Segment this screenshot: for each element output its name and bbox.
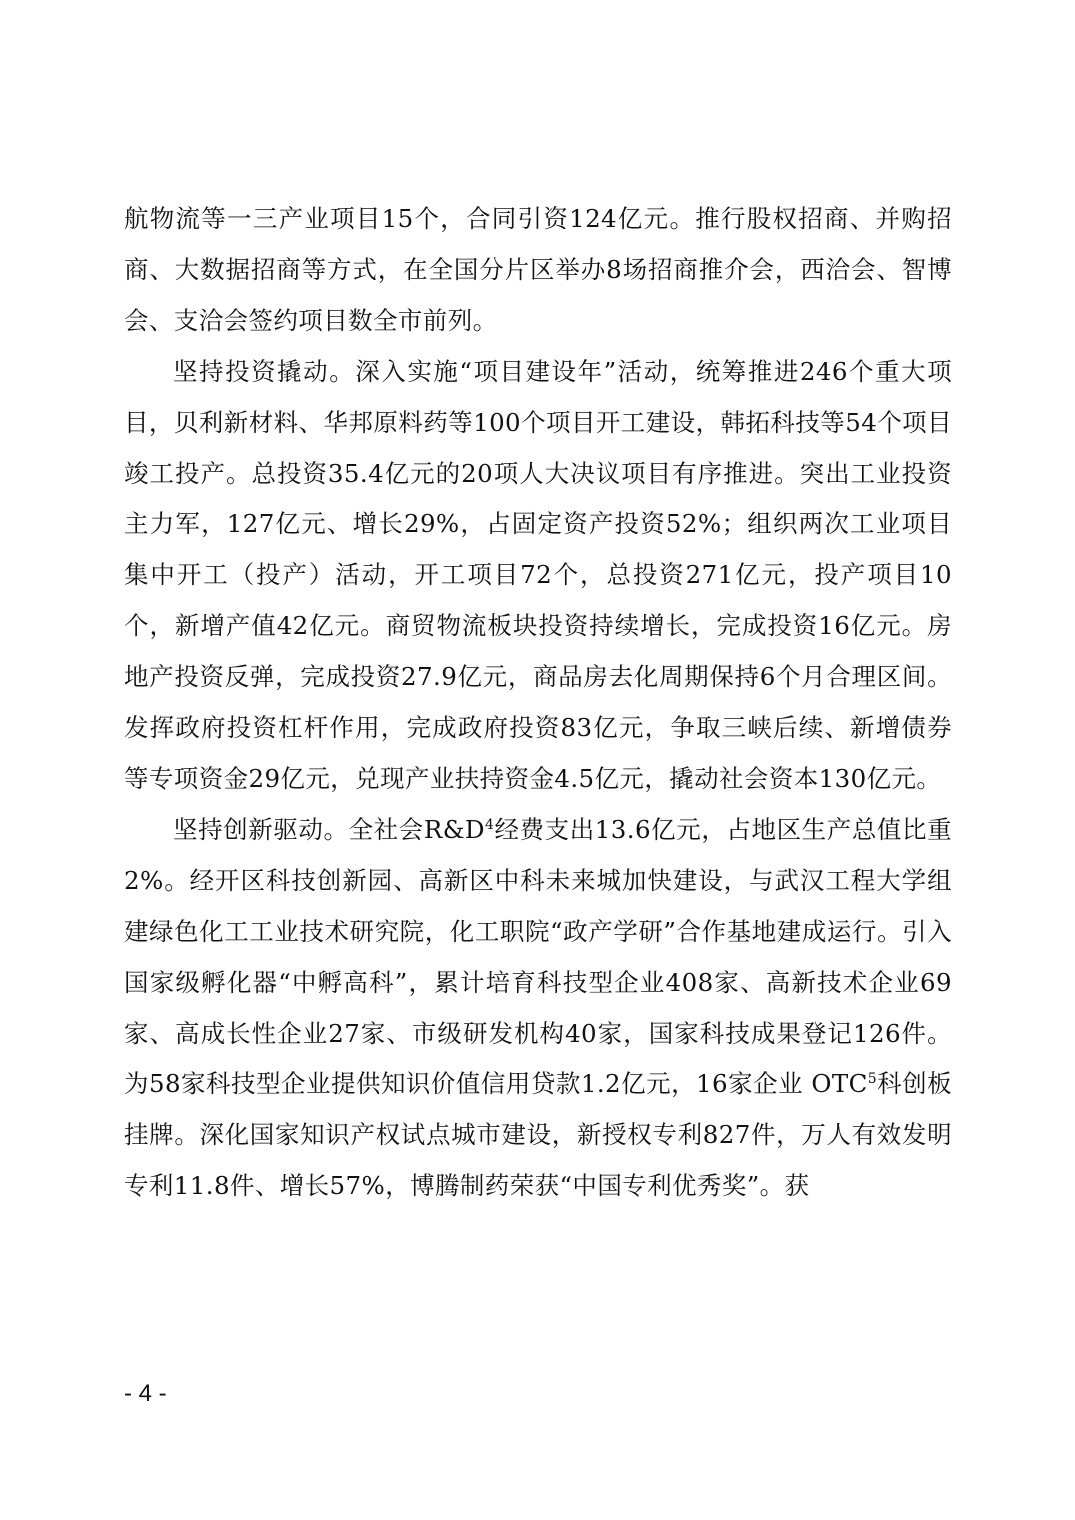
paragraph-text: 全社会R&D [348,814,485,844]
page-number: - 4 - [124,1380,167,1407]
paragraph-text: 经费支出13.6亿元，占地区生产总值比重 2%。经开区科技创新园、高新区中科未来城加快建设，与武汉工程大学组建绿色化工工业技术研究院，化工职院“政产学研”合作基地建成运行。引入国家级孵化器“中孵高科”，累计培育科技型企业408家、高新技术企业69家、高成长性企业27家、市级研发机构40家，国家科技成果登记126件。为58家科技型企业提供知识价值信用贷款1.2亿元，16家企业 OTC [124,814,952,1099]
paragraph-text: 航物流等一三产业项目15个，合同引资124亿元。推行股权招商、并购招商、大数据招商等方式，在全国分片区举办8场招商推介会，西洽会、智博会、支洽会签约项目数全市前列。 [124,204,952,335]
footnote-marker: 4 [484,816,495,833]
paragraph-innovation-drive [124,805,952,1212]
footnote-marker: 5 [867,1071,878,1088]
paragraph-attract-investment [124,194,952,347]
paragraph-heading: 坚持创新驱动。 [173,814,349,844]
body-text [124,194,952,1212]
paragraph-text: 深入实施“项目建设年”活动，统筹推进246个重大项目，贝利新材料、华邦原料药等100个项目开工建设，韩拓科技等54个项目竣工投产。总投资35.4亿元的20项人大决议项目有序推进。突出工业投资主力军，127亿元、增长29%，占固定资产投资52%；组织两次工业项目集中开工（投产）活动，开工项目72个，总投资271亿元，投产项目10个，新增产值42亿元。商贸物流板块投资持续增长，完成投资16亿元。房地产投资反弹，完成投资27.9亿元，商品房去化周期保持6个月合理区间。发挥政府投资杠杆作用，完成政府投资83亿元，争取三峡后续、新增债券等专项资金29亿元，兑现产业扶持资金4.5亿元，撬动社会资本130亿元。 [124,356,953,793]
paragraph-text: 科创板挂牌。深化国家知识产权试点城市建设，新授权专利827件，万人有效发明专利11.8件、增长57%，博腾制药荣获“中国专利优秀奖”。获 [124,1069,953,1201]
paragraph-investment-drive [124,347,952,805]
paragraph-heading: 坚持投资撬动。 [173,356,356,386]
